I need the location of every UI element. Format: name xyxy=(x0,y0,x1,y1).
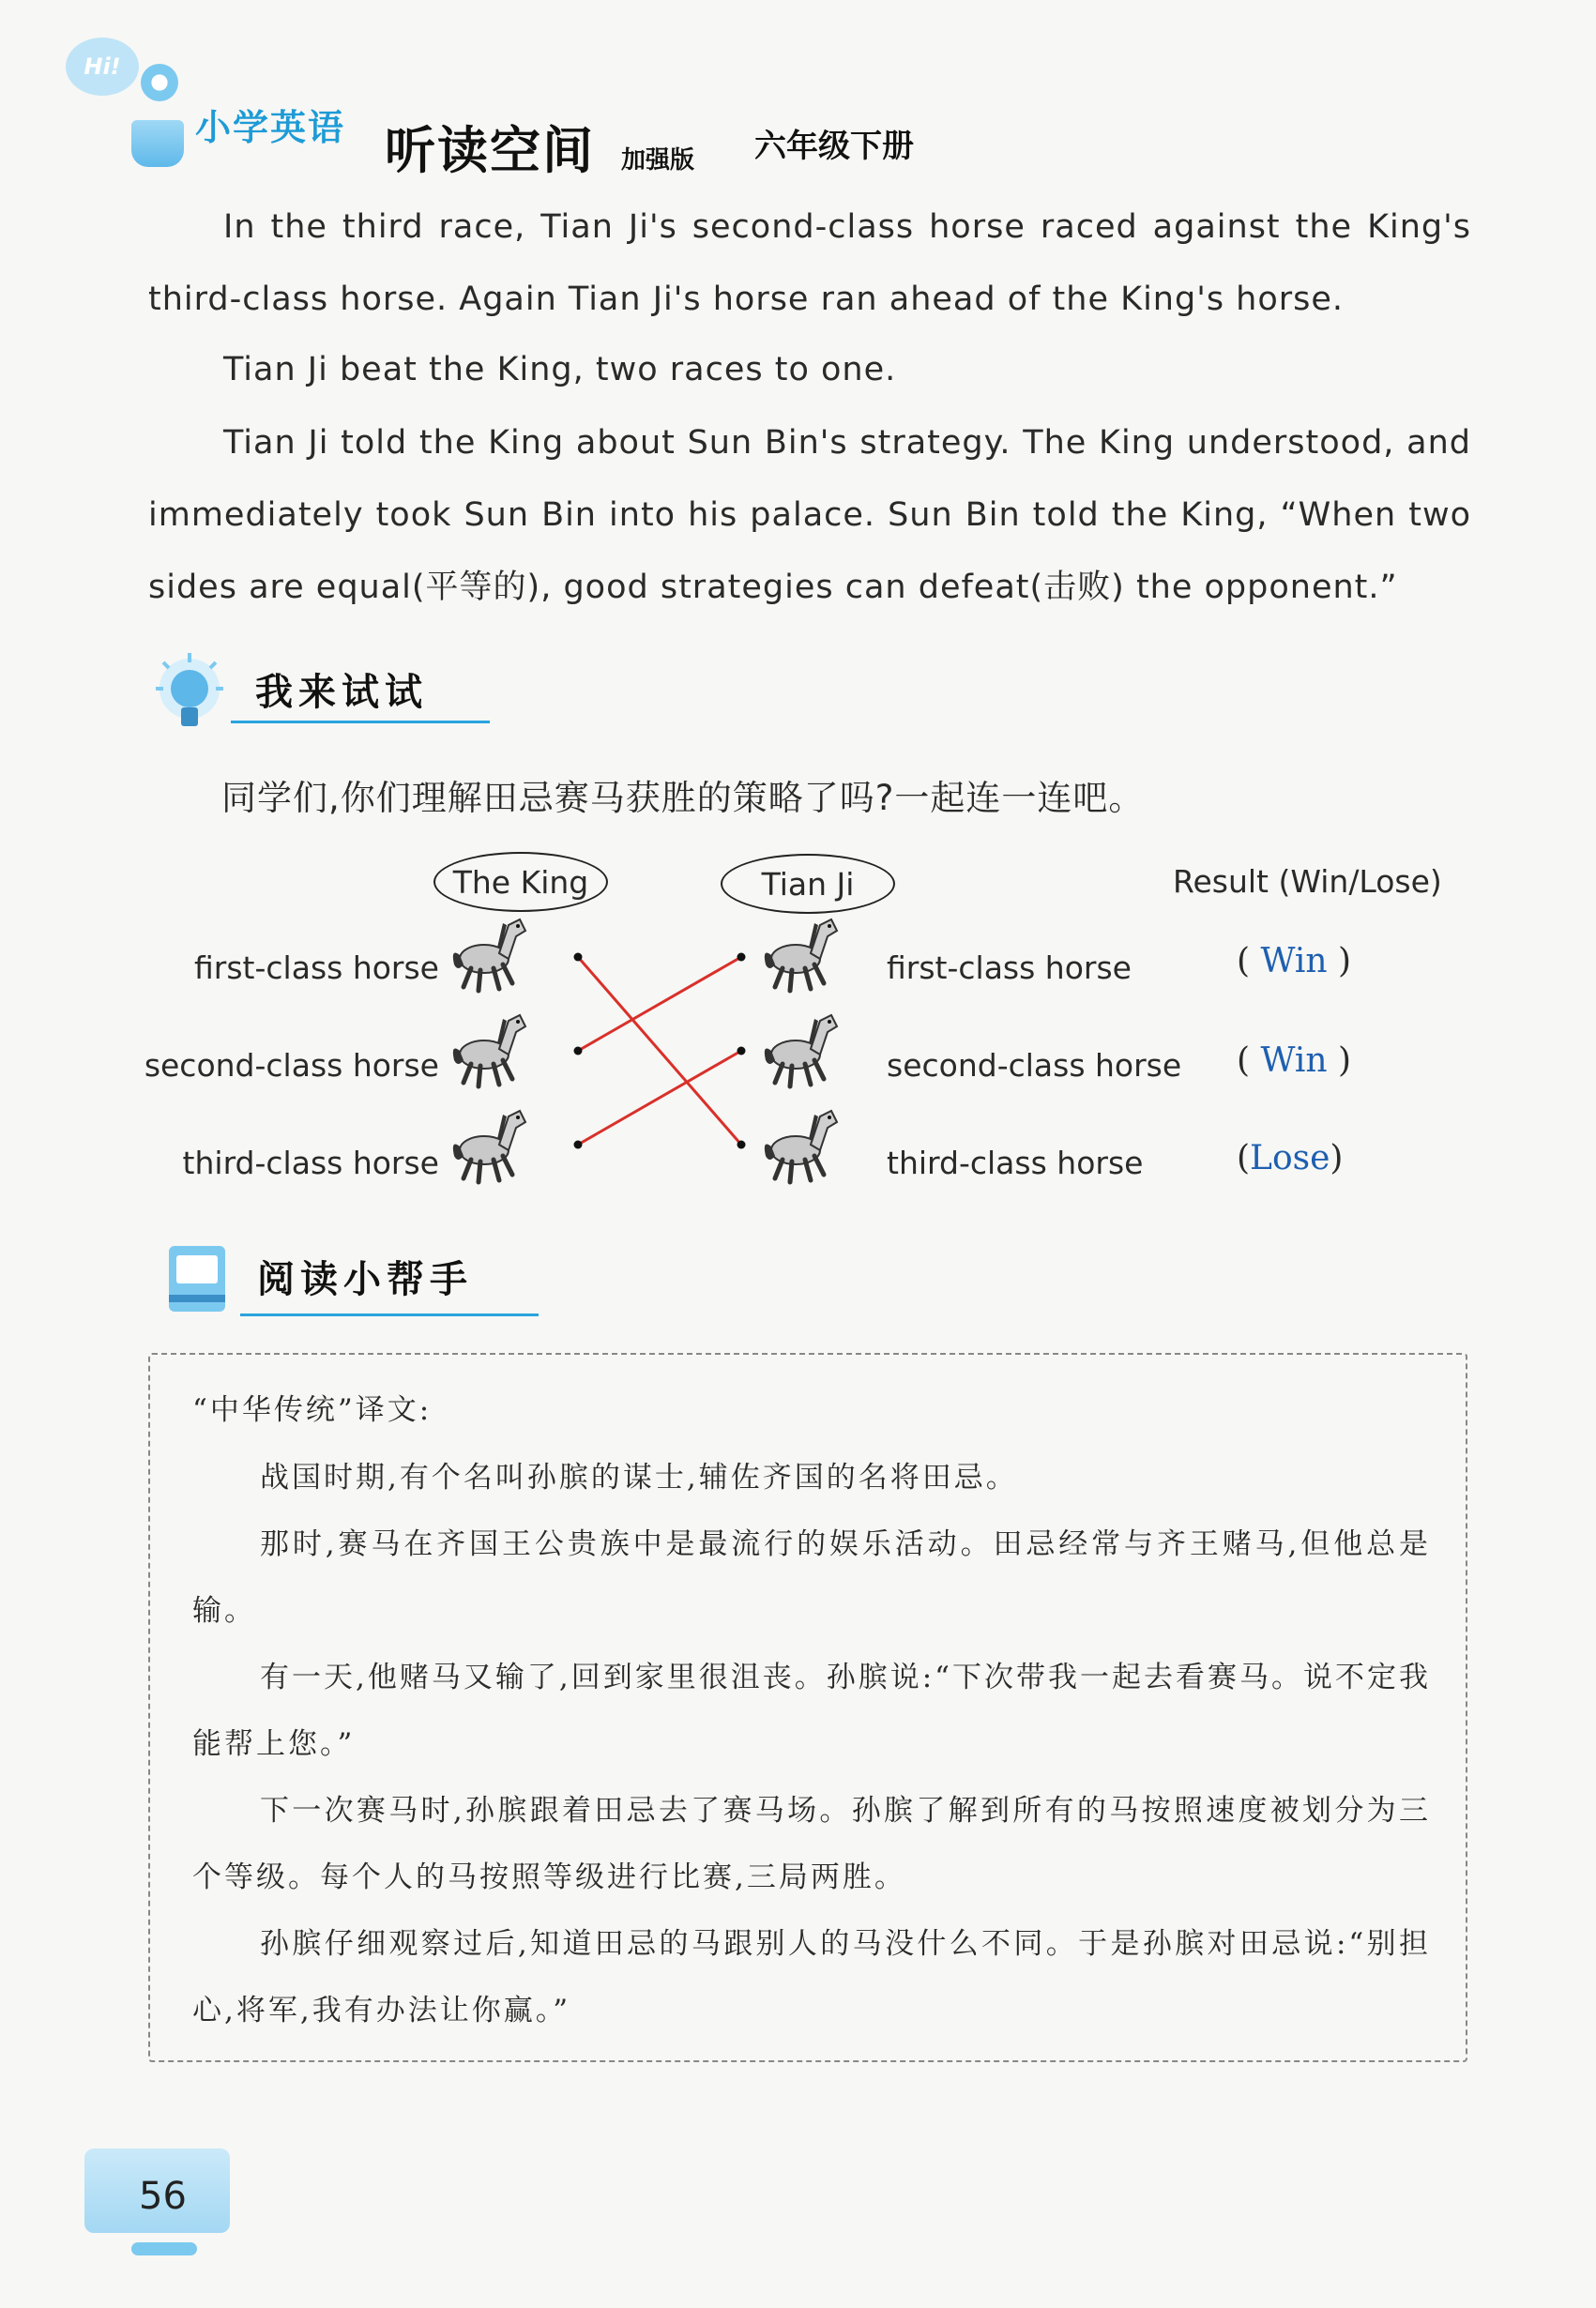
lightbulb-icon xyxy=(150,653,229,739)
horse-icon xyxy=(762,1101,852,1192)
series-title: 小学英语 xyxy=(195,107,346,148)
left-dot-3 xyxy=(574,1141,583,1149)
translation-paragraph-5: 孙膑仔细观察过后,知道田忌的马跟别人的马没什么不同。于是孙膑对田忌说:“别担心,将军,我有办法让你赢。” xyxy=(192,1927,1431,2027)
left-header: The King xyxy=(452,863,589,901)
passage-paragraph-3: Tian Ji told the King about Sun Bin's strategy. The King understood, and immediately took Sun Bin into his palace. Sun Bin told the King, “When two sides are equal(平等的), good strategies can defeat(击败) the opponent.” xyxy=(148,424,1471,606)
horse-icon xyxy=(762,1006,852,1096)
right-label-2: second-class horse xyxy=(887,1047,1182,1084)
horse-icon xyxy=(450,1006,540,1096)
page-number-stand xyxy=(131,2242,197,2255)
horse-icon xyxy=(450,910,540,1000)
right-dot-3 xyxy=(737,1141,746,1149)
right-dot-2 xyxy=(737,1047,746,1055)
result-answer-2: Win xyxy=(1260,1041,1328,1080)
result-3: (Lose) xyxy=(1237,1139,1344,1177)
flower-icon xyxy=(141,64,178,101)
match-line-3 xyxy=(578,1051,741,1145)
logo-hi-bubble: Hi! xyxy=(66,38,139,96)
section-title-reading-helper: 阅读小帮手 xyxy=(257,1258,473,1301)
passage-paragraph-2: Tian Ji beat the King, two races to one. xyxy=(223,351,897,388)
horse-icon xyxy=(762,910,852,1000)
right-dot-1 xyxy=(737,953,746,962)
section-title-try: 我来试试 xyxy=(255,671,428,714)
section-underline xyxy=(231,721,490,723)
oval-tian-ji xyxy=(721,854,895,914)
result-answer-1: Win xyxy=(1260,942,1328,980)
horse-icon xyxy=(450,1101,540,1192)
left-label-2: second-class horse xyxy=(144,1047,439,1084)
translation-paragraph-1: 战国时期,有个名叫孙膑的谋士,辅佐齐国的名将田忌。 xyxy=(260,1461,1018,1495)
passage-paragraph-1: In the third race, Tian Ji's second-class horse raced against the King's third-class horse. Again Tian Ji's horse ran ahead of the King's horse. xyxy=(148,208,1471,318)
translation-paragraph-3: 有一天,他赌马又输了,回到家里很沮丧。孙膑说:“下次带我一起去看赛马。说不定我能帮上您。” xyxy=(192,1661,1431,1761)
translation-heading: “中华传统”译文: xyxy=(192,1393,433,1427)
left-label-3: third-class horse xyxy=(182,1145,439,1181)
left-dot-2 xyxy=(574,1047,583,1055)
right-label-1: first-class horse xyxy=(887,949,1132,986)
result-header: Result (Win/Lose) xyxy=(1173,863,1442,900)
left-dot-1 xyxy=(574,953,583,962)
result-answer-3: Lose xyxy=(1250,1139,1330,1177)
matching-lines xyxy=(563,938,769,1163)
result-2: ( Win ) xyxy=(1237,1041,1352,1080)
book-icon xyxy=(156,1237,240,1321)
right-label-3: third-class horse xyxy=(887,1145,1144,1181)
instruction-text: 同学们,你们理解田忌赛马获胜的策略了吗?一起连一连吧。 xyxy=(221,778,1145,818)
translation-paragraph-4: 下一次赛马时,孙膑跟着田忌去了赛马场。孙膑了解到所有的马按照速度被划分为三个等级。每个人的马按照等级进行比赛,三局两胜。 xyxy=(192,1794,1431,1894)
result-1: ( Win ) xyxy=(1237,942,1352,980)
edition-label: 加强版 xyxy=(621,146,695,175)
match-line-1 xyxy=(578,957,741,1145)
match-line-2 xyxy=(578,957,741,1051)
flowerpot-icon xyxy=(131,120,184,167)
translation-paragraph-2: 那时,赛马在齐国王公贵族中是最流行的娱乐活动。田忌经常与齐王赌马,但他总是输。 xyxy=(192,1527,1431,1628)
oval-the-king xyxy=(433,852,608,912)
book-brand: 听读空间 xyxy=(385,121,595,180)
page-number: 56 xyxy=(139,2175,187,2218)
grade-label: 六年级下册 xyxy=(754,128,914,165)
right-header: Tian Ji xyxy=(761,865,855,903)
left-label-1: first-class horse xyxy=(194,949,439,986)
section-underline xyxy=(240,1313,539,1316)
